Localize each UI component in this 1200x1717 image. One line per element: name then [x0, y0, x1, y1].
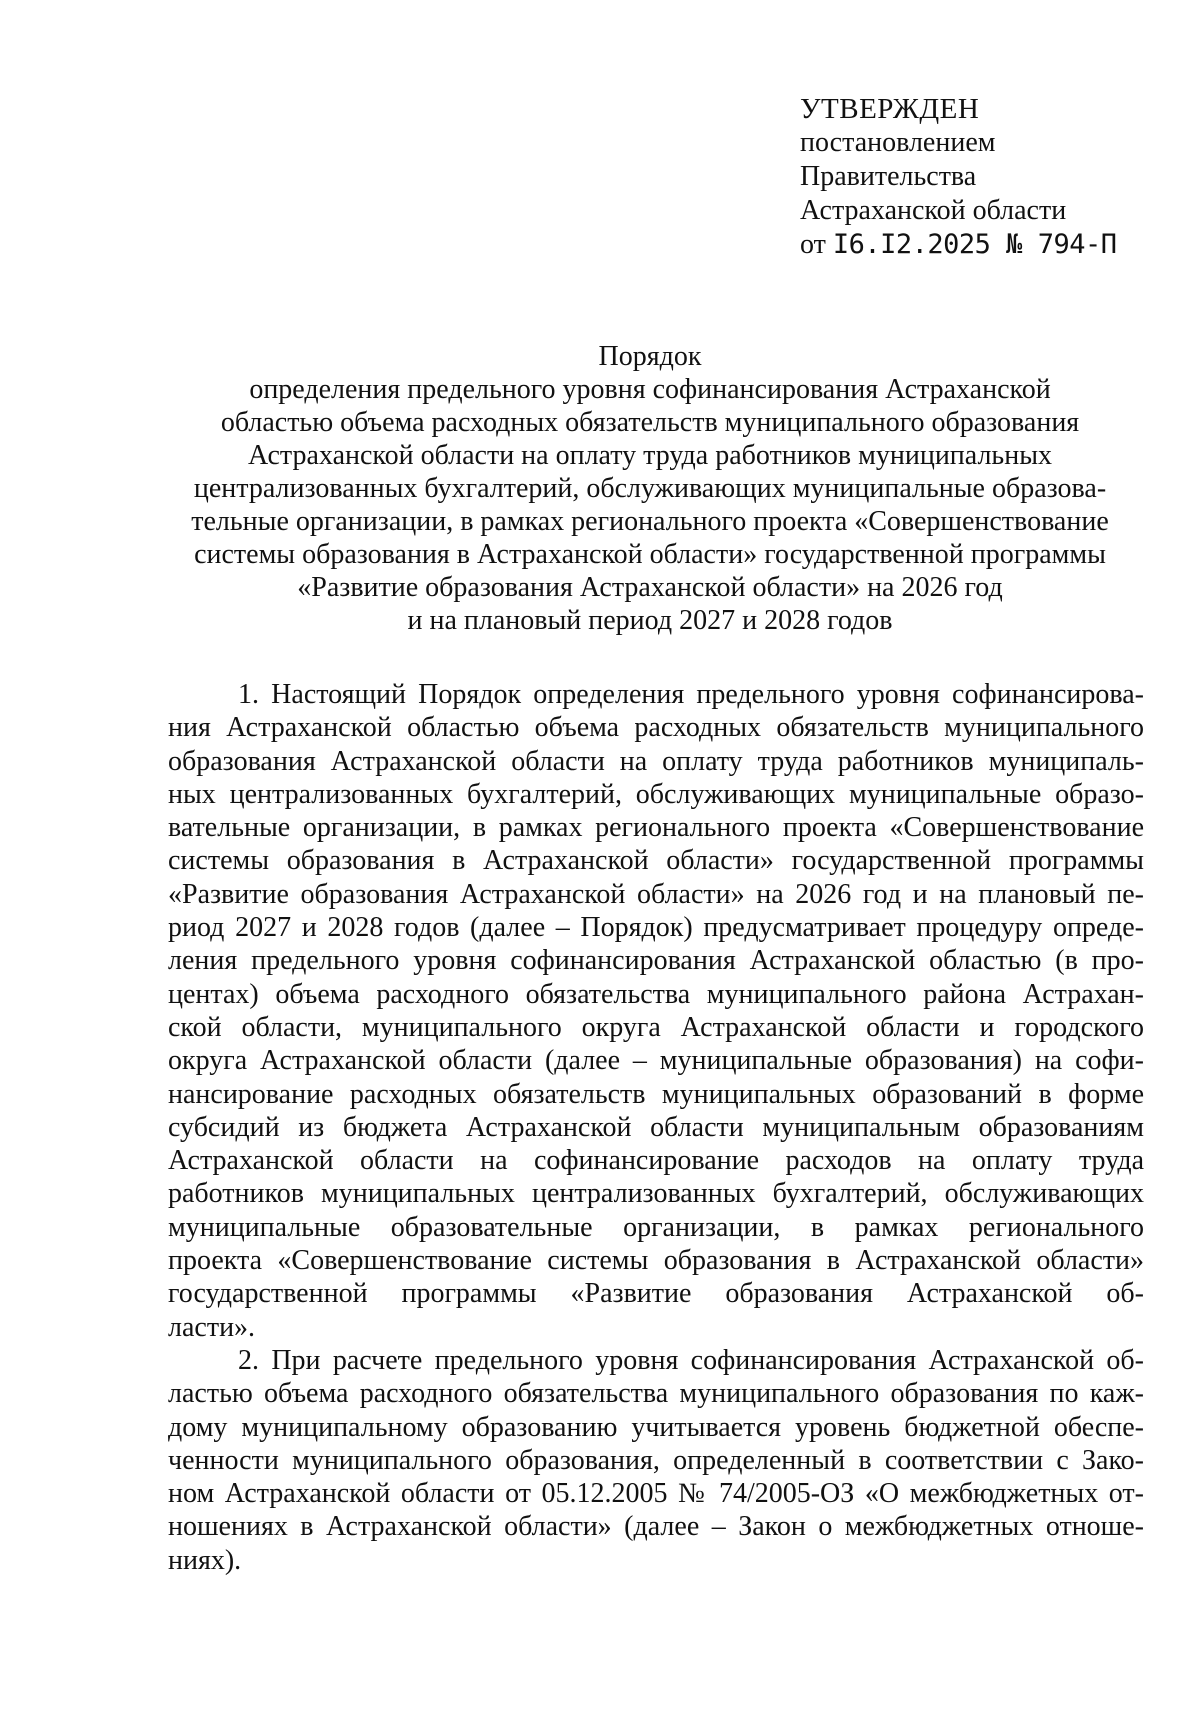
paragraph-line: работников муниципальных централизованных бухгалтерий, обслуживающих [168, 1178, 1144, 1210]
heading-line: областью объема расходных обязательств муниципального образования [220, 407, 1080, 438]
approval-date-prefix: от [800, 229, 826, 260]
approval-date-line [800, 228, 1160, 262]
paragraph-line: «Развитие образования Астраханской области» на 2026 год и на плановый пе- [168, 878, 1144, 910]
paragraph-line: ской области, муниципального округа Астраханской области и городского [168, 1011, 1144, 1043]
paragraph-line: ношениях в Астраханской области» (далее – Закон о межбюджетных отноше- [168, 1511, 1144, 1543]
paragraph-line: округа Астраханской области (далее – муниципальные образования) на софи- [168, 1045, 1144, 1077]
paragraph-line: центах) объема расходного обязательства муниципального района Астрахан- [168, 978, 1144, 1010]
heading-line: и на плановый период 2027 и 2028 годов [407, 605, 893, 636]
paragraph-line: ном Астраханской области от 05.12.2005 № 74/2005-ОЗ «О межбюджетных от- [168, 1478, 1144, 1510]
paragraph-1 [168, 678, 1144, 1344]
heading-line: системы образования в Астраханской области» государственной программы [194, 539, 1106, 570]
paragraph-line: нансирование расходных обязательств муниципальных образований в форме [168, 1078, 1144, 1110]
paragraph-line: ниях). [168, 1544, 242, 1576]
paragraph-line: риод 2027 и 2028 годов (далее – Порядок) предусматривает процедуру опреде- [168, 912, 1144, 944]
approval-block [800, 92, 1160, 262]
document-heading [150, 340, 1150, 637]
paragraph-line: ченности муниципального образования, определенный в соответствии с Зако- [168, 1444, 1144, 1476]
document-title: Порядок [598, 341, 702, 372]
paragraph-line: системы образования в Астраханской области» государственной программы [168, 845, 1144, 877]
paragraph-line: государственной программы «Развитие образования Астраханской об- [168, 1278, 1144, 1310]
approval-date-value: I6.I2.2025 № 794-П [832, 229, 1117, 260]
paragraph-line: дому муниципальному образованию учитывается уровень бюджетной обеспе- [168, 1411, 1144, 1443]
paragraph-line: ных централизованных бухгалтерий, обслуживающих муниципальные образо- [168, 778, 1144, 810]
paragraph-line: 1. Настоящий Порядок определения предельного уровня софинансирова- [238, 679, 1144, 710]
paragraph-line: Астраханской области на софинансирование расходов на оплату труда [168, 1145, 1144, 1177]
document-body [168, 678, 1144, 1577]
approval-line: постановлением [800, 127, 996, 158]
paragraph-line: субсидий из бюджета Астраханской области муниципальным образованиям [168, 1111, 1144, 1143]
heading-line: централизованных бухгалтерий, обслуживающих муниципальные образова- [193, 473, 1107, 504]
paragraph-line: вательные организации, в рамках регионального проекта «Совершенствование [168, 812, 1144, 844]
approval-line: Правительства [800, 161, 977, 192]
heading-line: определения предельного уровня софинансирования Астраханской [249, 374, 1051, 405]
approval-title: УТВЕРЖДЕН [800, 93, 980, 125]
paragraph-line: 2. При расчете предельного уровня софинансирования Астраханской об- [238, 1344, 1144, 1376]
paragraph-line: ласти». [168, 1311, 256, 1343]
paragraph-line: ластью объема расходного обязательства муниципального образования по каж- [168, 1378, 1144, 1410]
approval-line: Астраханской области [800, 195, 1067, 226]
paragraph-line: образования Астраханской области на оплату труда работников муниципаль- [168, 745, 1144, 777]
paragraph-line: ния Астраханской областью объема расходных обязательств муниципального [168, 712, 1144, 744]
paragraph-line: ления предельного уровня софинансирования Астраханской областью (в про- [168, 945, 1144, 977]
heading-line: тельные организации, в рамках регионального проекта «Совершенствование [191, 506, 1109, 537]
heading-line: Астраханской области на оплату труда работников муниципальных [247, 440, 1052, 471]
paragraph-line: проекта «Совершенствование системы образования в Астраханской области» [168, 1245, 1144, 1277]
heading-line: «Развитие образования Астраханской области» на 2026 год [297, 572, 1003, 603]
paragraph-2 [168, 1344, 1144, 1577]
paragraph-line: муниципальные образовательные организации, в рамках регионального [168, 1211, 1144, 1243]
